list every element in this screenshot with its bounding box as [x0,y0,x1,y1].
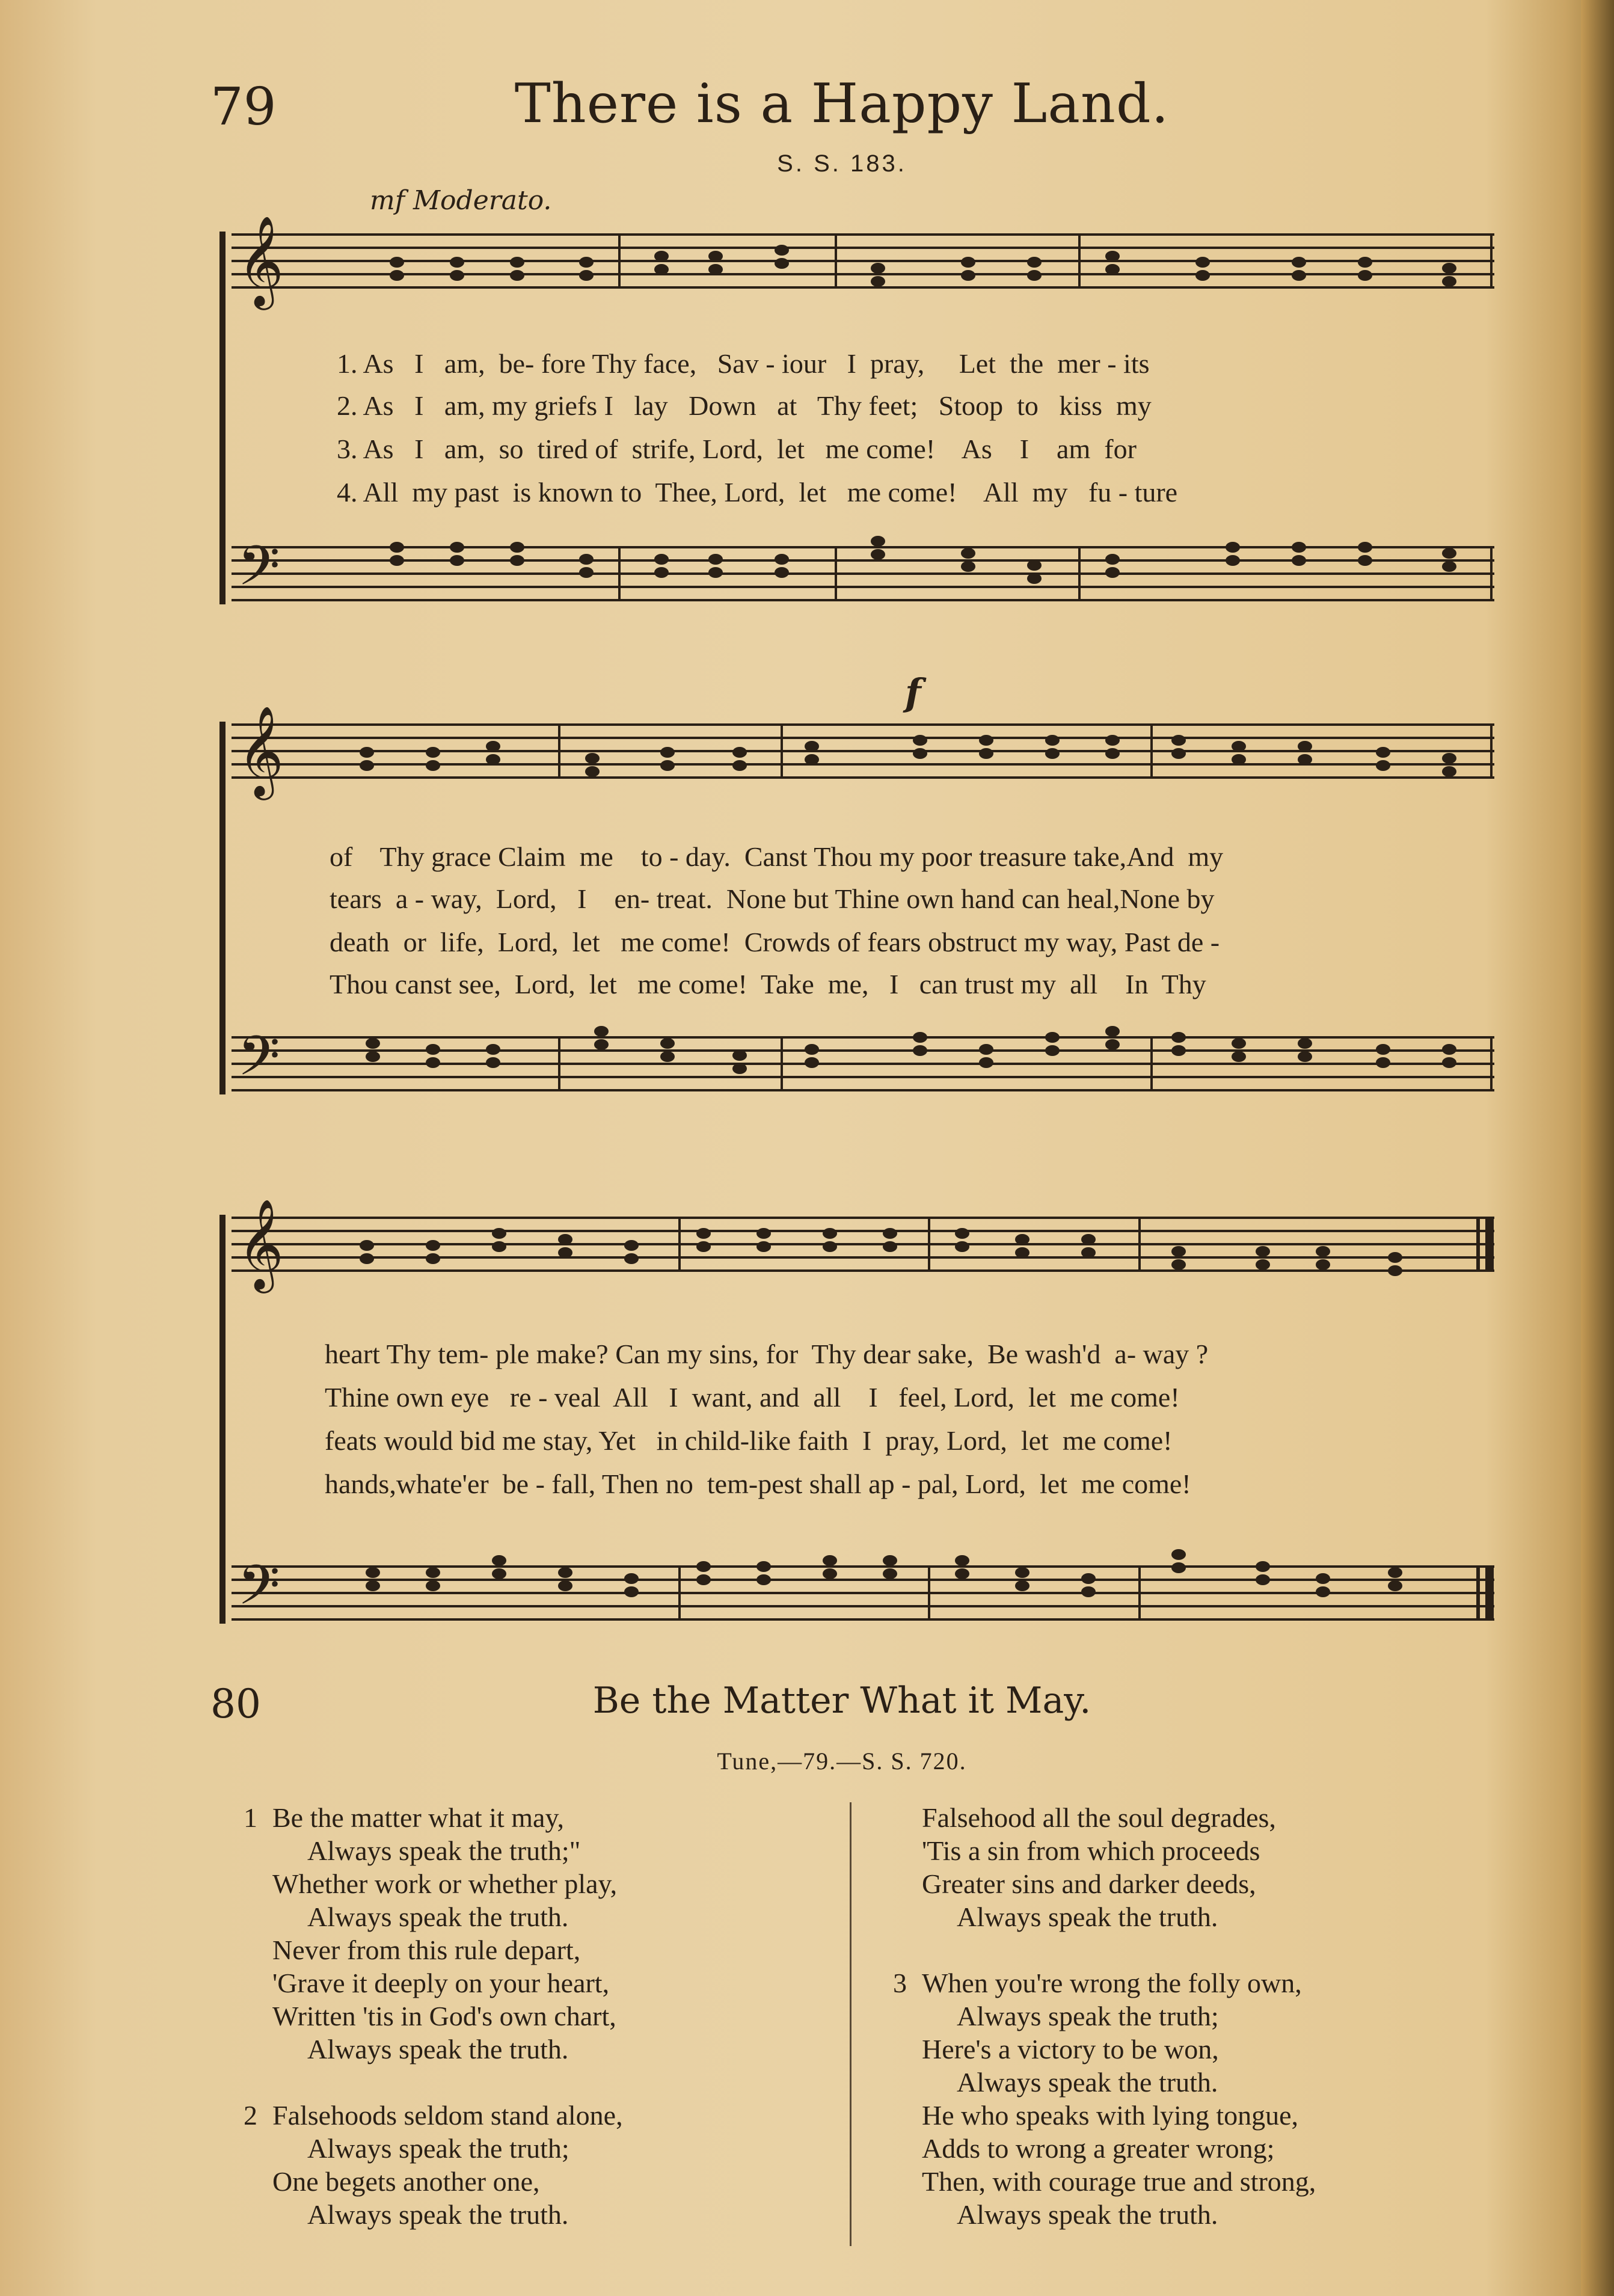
verse-line [244,1801,845,1834]
lyric-line-s2-v3: death or life, Lord, let me come! Crowds of fears obstruct my way, Past de - [330,927,1220,957]
verse-line [893,2198,1554,2231]
svg-text:𝄢: 𝄢 [238,534,280,611]
staff-bass-3 [232,1567,1494,1619]
verse-text: When you're wrong the folly own, [922,1968,1302,1998]
verse-text: Always speak the truth. [307,2199,569,2230]
svg-text:𝄢: 𝄢 [238,1553,280,1630]
svg-text:𝄞: 𝄞 [238,1198,284,1289]
verse-text: Always speak the truth. [957,2067,1218,2098]
verse-text: Then, with courage true and strong, [922,2166,1316,2197]
verse-line [893,1900,1554,1933]
verse-line [893,2132,1554,2165]
verse-line [893,1867,1554,1900]
hymn-80-title: Be the Matter What it May. [592,1680,1091,1722]
verse-line [244,1966,845,2000]
verse-text: Written 'tis in God's own chart, [272,2001,616,2031]
svg-text:𝄞: 𝄞 [238,705,284,796]
verse-text: Never from this rule depart, [272,1935,581,1965]
verse-line [244,2165,845,2198]
lyric-line-s3-v4: hands,whate'er be - fall, Then no tem-pest shall ap - pal, Lord, let me come! [325,1469,1191,1499]
forte-marking: f [905,671,921,714]
verse-line [244,2132,845,2165]
verse-line [244,2000,845,2033]
lyric-line-s3-v1: heart Thy tem- ple make? Can my sins, for Thy dear sake, Be wash'd a- way ? [325,1339,1209,1369]
verse-text: Greater sins and darker deeds, [922,1868,1256,1899]
verse-text: Whether work or whether play, [272,1868,618,1899]
lyric-line-s1-v1: 1. As I am, be- fore Thy face, Sav - iour I pray, Let the mer - its [337,348,1150,379]
verse-line [244,1933,845,1966]
verse-line [893,1966,1554,2000]
hymn-80-tune-ref: Tune,—79.—S. S. 720. [717,1748,967,1775]
verse-text: Always speak the truth; [957,2001,1219,2031]
verse-line [893,1933,1554,1966]
verse-text: Always speak the truth. [307,2034,569,2064]
verse-line [244,1900,845,1933]
verse-text: Always speak the truth. [957,1902,1218,1932]
verse-line [893,1801,1554,1834]
verse-text: Always speak the truth;" [307,1835,581,1866]
verse-text: Always speak the truth; [307,2133,569,2164]
lyric-line-s2-v1: of Thy grace Claim me to - day. Canst Thou my poor treasure take,And my [330,841,1224,872]
verse-line [893,2033,1554,2066]
verse-line [893,2000,1554,2033]
lyric-line-s3-v3: feats would bid me stay, Yet in child-like faith I pray, Lord, let me come! [325,1425,1173,1456]
verse-text: Here's a victory to be won, [922,2034,1219,2064]
verse-column-right [893,1801,1554,2231]
column-divider [850,1802,851,2246]
verse-text: 'Grave it deeply on your heart, [272,1968,610,1998]
verse-line [893,2165,1554,2198]
verse-line [893,2066,1554,2099]
tempo-marking: mf Moderato. [370,185,552,216]
staff-bass-1 [232,547,1494,600]
verse-text: 'Tis a sin from which proceeds [922,1835,1260,1866]
verse-text: Falsehood all the soul degrades, [922,1802,1276,1833]
verse-line [893,1834,1554,1867]
svg-text:𝄞: 𝄞 [238,215,284,306]
verse-text: Falsehoods seldom stand alone, [272,2100,623,2131]
lyric-line-s1-v2: 2. As I am, my griefs I lay Down at Thy feet; Stoop to kiss my [337,390,1152,421]
verse-text: Always speak the truth. [957,2199,1218,2230]
lyric-line-s2-v2: tears a - way, Lord, I en- treat. None but Thine own hand can heal,None by [330,883,1215,914]
hymn-80-number: 80 [210,1681,261,1727]
hymn-79-title: There is a Happy Land. [514,72,1170,135]
hymn-79-number: 79 [210,77,277,137]
verse-text: Be the matter what it may, [272,1802,564,1833]
verse-text: He who speaks with lying tongue, [922,2100,1299,2131]
verse-text: Adds to wrong a greater wrong; [922,2133,1275,2164]
verse-column-left [244,1801,845,2231]
verse-line [244,2198,845,2231]
staff-treble-3 [232,1218,1494,1271]
lyric-line-s1-v3: 3. As I am, so tired of strife, Lord, let me come! As I am for [337,434,1137,464]
verse-text: Always speak the truth. [307,1902,569,1932]
svg-text:𝄢: 𝄢 [238,1024,280,1101]
stanza-number: 3 [893,1968,907,1998]
stanza-number: 1 [244,1802,257,1833]
hymn-79-ref: S. S. 183. [777,150,907,177]
verse-line [244,1867,845,1900]
lyric-line-s1-v4: 4. All my past is known to Thee, Lord, let me come! All my fu - ture [337,477,1178,508]
verse-line [893,2099,1554,2132]
verse-text: One begets another one, [272,2166,540,2197]
verse-line [244,2033,845,2066]
verse-line [244,2099,845,2132]
verse-line [244,1834,845,1867]
lyric-line-s2-v4: Thou canst see, Lord, let me come! Take me, I can trust my all In Thy [330,969,1206,999]
stanza-number: 2 [244,2100,257,2131]
lyric-line-s3-v2: Thine own eye re - veal All I want, and all I feel, Lord, let me come! [325,1382,1180,1413]
verse-line [244,2066,845,2099]
